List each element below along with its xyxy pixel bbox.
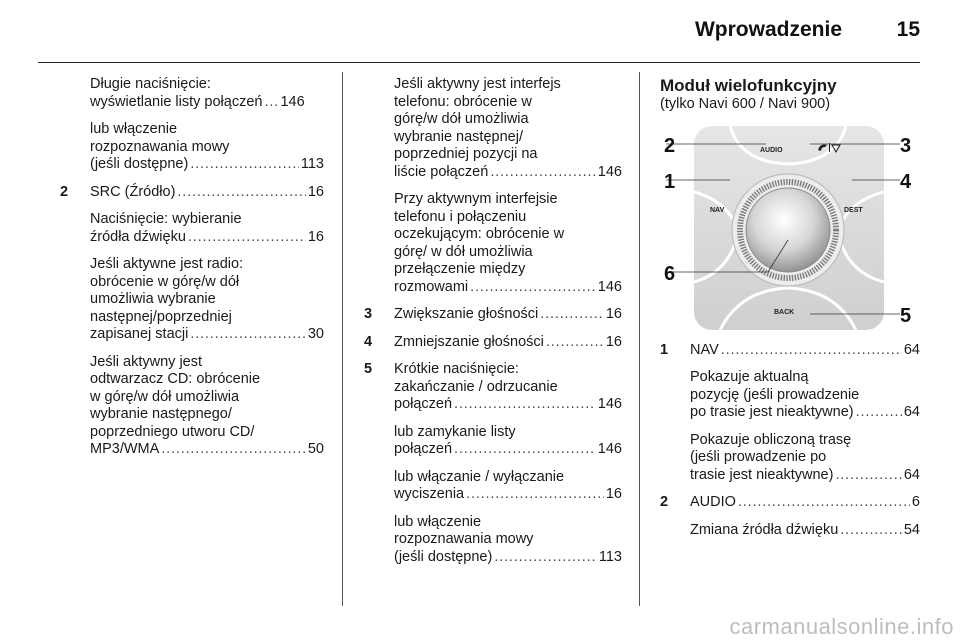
page-ref: 16 [605,306,622,322]
entry-text: (jeśli dostępne) [90,156,189,172]
rotary-knob[interactable] [746,188,830,272]
paragraph [364,424,622,459]
column-divider-left [342,72,343,606]
text-line: odtwarzacz CD: obrócenie [90,371,261,387]
toc-entry [690,494,920,512]
item-number: 2 [60,183,69,200]
page-ref: 54 [903,521,920,538]
toc-entry [690,522,920,540]
item-number: 1 [660,341,669,358]
callout-5: 5 [900,304,912,327]
text-line: rozpoznawania mowy [90,138,230,155]
text-line: oczekującym: obrócenie w [394,226,565,242]
text-line: w górę/w dół umożliwia [90,388,240,405]
paragraph [660,369,920,422]
item-number: 2 [660,494,669,510]
paragraph [364,361,622,414]
paragraph [660,522,920,540]
paragraph [60,184,324,202]
toc-entry [394,486,622,504]
toc-entry [90,156,324,174]
toc-entry [690,342,920,360]
paragraph [364,306,622,324]
text-line: telefonu i połączeniu [394,208,527,225]
paragraph [364,469,622,504]
column-divider-right [639,72,640,606]
entry-text: AUDIO [690,494,736,510]
page-ref: 64 [903,404,920,420]
text-line: Pokazuje obliczoną trasę [690,431,852,448]
page-ref: 113 [598,548,622,565]
text-line: poprzedniego utworu CD/ [90,423,255,440]
callout-1: 1 [664,170,676,193]
text-line: górę/ w dół umożliwia [394,243,533,260]
text-line: Krótkie naciśnięcie: [394,361,519,377]
header-divider [38,62,920,63]
paragraph [60,256,324,344]
page-ref: 30 [307,326,324,342]
page-ref: 16 [307,228,324,245]
page-ref: 146 [280,93,305,110]
toc-entry [394,549,622,567]
paragraph [364,76,622,181]
paragraph [364,334,622,352]
page-ref: 16 [605,333,622,350]
toc-entry [394,306,622,324]
entry-text: rozmowami [394,278,469,295]
audio-button[interactable]: AUDIO [760,146,783,154]
entry-text: liście połączeń [394,163,489,180]
section-subtitle: (tylko Navi 600 / Navi 900) [660,96,831,112]
callout-2: 2 [664,134,676,157]
toc-entry [394,441,622,459]
text-line: następnej/poprzedniej [90,308,232,325]
page-ref: 50 [307,441,324,457]
toc-entry [394,334,622,352]
entry-text: Zwiększanie głośności [394,306,539,322]
column-right [660,76,920,549]
back-button[interactable]: BACK [774,308,795,316]
text-line: umożliwia wybranie [90,291,216,307]
page-ref: 146 [597,163,622,180]
text-line: wybranie następnej/ [394,128,523,145]
page-ref: 16 [307,183,324,200]
text-line: Naciśnięcie: wybieranie [90,211,242,227]
paragraph [60,211,324,246]
page-ref: 146 [597,278,622,295]
toc-entry [90,441,324,459]
entry-text: Zmiana źródła dźwięku [690,521,839,538]
watermark: carmanualsonline.info [729,614,954,639]
toc-entry [690,404,920,422]
callout-3: 3 [900,134,912,157]
text-line: rozpoznawania mowy [394,531,534,547]
toc-entry [690,467,920,485]
text-line: Pokazuje aktualną [690,369,809,385]
nav-button[interactable]: NAV [710,206,725,214]
page-ref: 16 [605,486,622,502]
paragraph [60,76,324,111]
paragraph [660,432,920,485]
text-line: Jeśli aktywny jest interfejs [394,76,561,92]
toc-entry [90,94,324,112]
entry-text: źródła dźwięku [90,228,186,245]
text-line: lub włączenie [90,121,178,137]
paragraph [60,121,324,174]
entry-text: wyciszenia [394,486,465,502]
entry-text: trasie jest nieaktywne) [690,466,834,483]
page-ref: 146 [597,396,622,412]
text-line: Jeśli aktywne jest radio: [90,256,244,272]
callout-4: 4 [900,170,912,193]
paragraph [660,494,920,512]
toc-entry [90,184,324,202]
page-title: Wprowadzenie [694,18,842,41]
text-line: lub włączanie / wyłączanie [394,468,565,485]
entry-text: połączeń [394,441,453,457]
column-left [60,76,324,469]
text-line: lub zamykanie listy [394,423,516,440]
page-ref: 64 [903,341,920,358]
item-number: 3 [364,306,373,322]
item-number: 5 [364,361,373,377]
module-illustration [660,122,916,334]
text-line: telefonu: obrócenie w [394,93,532,110]
section-title: Moduł wielofunkcyjny [660,76,837,95]
column-middle [364,76,622,576]
text-line: przełączenie między [394,261,526,277]
paragraph [60,354,324,459]
entry-text: SRC (Źródło) [90,183,176,200]
entry-text: wyświetlanie listy połączeń [90,93,263,110]
entry-text: połączeń [394,396,453,412]
entry-text: Zmniejszanie głośności [394,333,544,350]
text-line: lub włączenie [394,513,482,530]
text-line: górę/w dół umożliwia [394,111,529,127]
item-number: 4 [364,333,373,350]
entry-text: NAV [690,341,719,358]
toc-entry [394,164,622,182]
text-line: Jeśli aktywny jest [90,353,203,370]
text-line: Przy aktywnym interfejsie [394,191,558,207]
page-ref: 64 [903,466,920,483]
text-line: (jeśli prowadzenie po [690,449,827,465]
dest-button[interactable]: DEST [844,206,863,214]
paragraph [660,342,920,360]
text-line: Długie naciśnięcie: [90,76,211,92]
page-ref: 146 [597,441,622,457]
entry-text: (jeśli dostępne) [394,548,493,565]
multifunction-module-figure [660,122,916,334]
paragraph [364,514,622,567]
entry-text: zapisanej stacji [90,326,189,342]
text-line: poprzedniej pozycji na [394,146,538,162]
page-ref: 6 [911,494,920,510]
toc-entry [90,326,324,344]
entry-text: po trasie jest nieaktywne) [690,404,854,420]
toc-entry [394,279,622,297]
text-line: zakańczanie / odrzucanie [394,378,558,395]
page-number: 15 [896,18,920,41]
callout-6: 6 [664,262,676,285]
text-line: wybranie następnego/ [90,406,232,422]
paragraph [364,191,622,296]
toc-entry [90,229,324,247]
entry-text: MP3/WMA [90,441,160,457]
toc-entry [394,396,622,414]
page-ref: 113 [300,156,324,172]
text-line: obrócenie w górę/w dół [90,273,240,290]
text-line: pozycję (jeśli prowadzenie [690,386,860,403]
